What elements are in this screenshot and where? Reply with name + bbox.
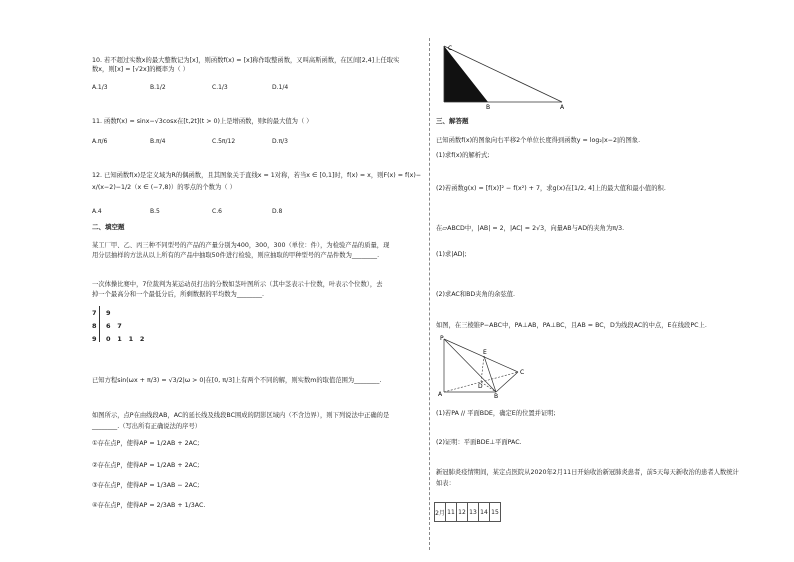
shaded-region (444, 46, 488, 102)
q20-line1: 新冠肺炎疫情期间，某定点医院从2020年2月11日开始收治新冠肺炎患者，前5天每天新收治的患者人数统计 (436, 469, 739, 476)
q19-part1: (1)若PA // 平面BDE，确定E的位置并证明; (436, 410, 556, 417)
q13-line1: 某工厂甲、乙、丙三种不同型号的产品的产量分别为400，300，300（单位：件），为检验产品的质量，现 (92, 242, 390, 249)
q10-option-b: B.1/2 (150, 84, 166, 91)
patients-table (434, 502, 501, 522)
label-p: P (440, 335, 444, 342)
q16-item-3: ③存在点P，使得AP = 1/3AB − 2AC; (92, 482, 200, 489)
pyramid-figure (436, 334, 536, 398)
q14-line2: 掉一个最高分和一个最低分后，所剩数据的平均数为________. (92, 291, 265, 298)
q12-option-b: B.5 (150, 208, 160, 215)
q17-line1: 已知函数f(x)的图象向右平移2个单位长度得到函数y = log₂|x−2|的图象. (436, 137, 641, 144)
label-a: A (438, 391, 443, 398)
section-fill-in-title: 二、填空题 (92, 223, 125, 231)
q15-line1: 已知方程sin(ωx + π/3) = √3/2|ω > 0|在[0, π/3]上有两个不同的解，则实数m的取值范围为________. (92, 377, 382, 384)
q11-option-c: C.5π/12 (212, 138, 236, 145)
q10-line1: 10. 若不超过实数x的最大整数记为[x]，则函数f(x) = [x]称作取整函数，又叫高斯函数，在区间[2,4]上任取实 (92, 57, 400, 64)
q16-item-2: ②存在点P，使得AP = 1/2AB + 2AC; (92, 462, 200, 469)
q10-option-c: C.1/3 (212, 84, 228, 91)
q10-option-d: D.1/4 (272, 84, 289, 91)
q20-line2: 如表： (436, 480, 455, 487)
stem-row-3-stem: 9 (92, 335, 97, 343)
stem-row-2-leaves: 6 7 (106, 322, 122, 330)
label-b: B (486, 104, 491, 110)
q19-line1: 如图，在三棱锥P−ABC中，PA⊥AB，PA⊥BC，且AB = BC，D为线段AC的中点，E在线段PC上. (436, 322, 707, 329)
table-cell: 13 (468, 503, 479, 522)
label-a: A (560, 104, 565, 110)
q14-line1: 一次体操比赛中，7位裁判为某运动员打出的分数如茎叶图所示（其中茎表示十位数，叶表示个位数），去 (92, 281, 383, 288)
label-c: C (448, 45, 453, 52)
stem-row-2-stem: 8 (92, 322, 97, 330)
segment-bd (481, 382, 496, 392)
q11-option-b: B.π/4 (150, 138, 166, 145)
table-cell: 15 (490, 503, 501, 522)
q18-line1: 在▱ABCD中，|AB| = 2，|AC| = 2√3，向量AB与AD的夹角为π/3. (436, 225, 625, 232)
label-b: B (494, 393, 499, 398)
stem-row-3-leaves: 0 1 1 2 (106, 335, 145, 343)
q12-option-a: A.4 (92, 208, 102, 215)
q19-part2: (2)证明：平面BDE⊥平面PAC. (436, 439, 522, 446)
q16-line1: 如图所示，点P在由线段AB，AC的延长线及线段BC围成的阴影区域内（不含边界），则下列说法中正确的是 (92, 412, 390, 419)
q16-item-4: ④存在点P，使得AP = 2/3AB + 1/3AC. (92, 502, 206, 509)
stem-row-1-leaves: 9 (106, 309, 111, 317)
table-cell-date: 2月 (435, 503, 446, 522)
q11-option-d: D.π/3 (272, 138, 288, 145)
stem-row-1-stem: 7 (92, 309, 97, 317)
edge-pc (444, 339, 518, 372)
label-d: D (478, 383, 483, 390)
table-row (435, 503, 501, 522)
label-c: C (520, 369, 525, 376)
q12-option-d: D.8 (272, 208, 283, 215)
table-cell: 14 (479, 503, 490, 522)
stem-leaf-divider (99, 306, 100, 342)
q13-line2: 用分层抽样的方法从以上所有的产品中抽取50件进行检验，则应抽取的甲种型号的产品件数为________. (92, 252, 380, 259)
q12-line1: 12. 已知函数f(x)是定义域为R的偶函数，且其图象关于直线x = 1对称，若当x ∈ [0,1]时，f(x) = x，则F(x) = f(x)− (92, 172, 422, 179)
q10-line2: 数x，则[x] = [√2x]的概率为（ ） (92, 66, 189, 73)
q16-line2: ________.（写出所有正确说法的序号） (92, 423, 202, 430)
shaded-region-figure (434, 40, 574, 110)
edge-bc (496, 372, 518, 392)
edge-pb (444, 339, 496, 392)
q17-part1: (1)求f(x)的解析式; (436, 152, 490, 159)
q10-option-a: A.1/3 (92, 84, 108, 91)
table-cell: 11 (446, 503, 457, 522)
q11-line1: 11. 函数f(x) = sinx−√3cosx在[t,2t](t > 0)上是增函数，则t的最大值为（ ） (92, 118, 313, 125)
column-divider (429, 38, 431, 550)
q17-part2: (2)若函数g(x) = [f(x)]² − f(x²) + 7，求g(x)在[1/2, 4]上的最大值和最小值的积. (436, 185, 666, 192)
section-answer-title: 三、解答题 (436, 117, 469, 125)
q18-part1: (1)求|AD|; (436, 251, 467, 258)
q18-part2: (2)求AC和BD夹角的余弦值. (436, 291, 516, 298)
q12-line2: x/(x−2)−1/2（x ∈ (−7,8)）的零点的个数为（ ） (92, 184, 236, 191)
q16-item-1: ①存在点P，使得AP = 1/2AB + 2AC; (92, 440, 200, 447)
q12-option-c: C.6 (212, 208, 222, 215)
table-cell: 12 (457, 503, 468, 522)
q11-option-a: A.π/6 (92, 138, 108, 145)
label-e: E (483, 349, 487, 356)
